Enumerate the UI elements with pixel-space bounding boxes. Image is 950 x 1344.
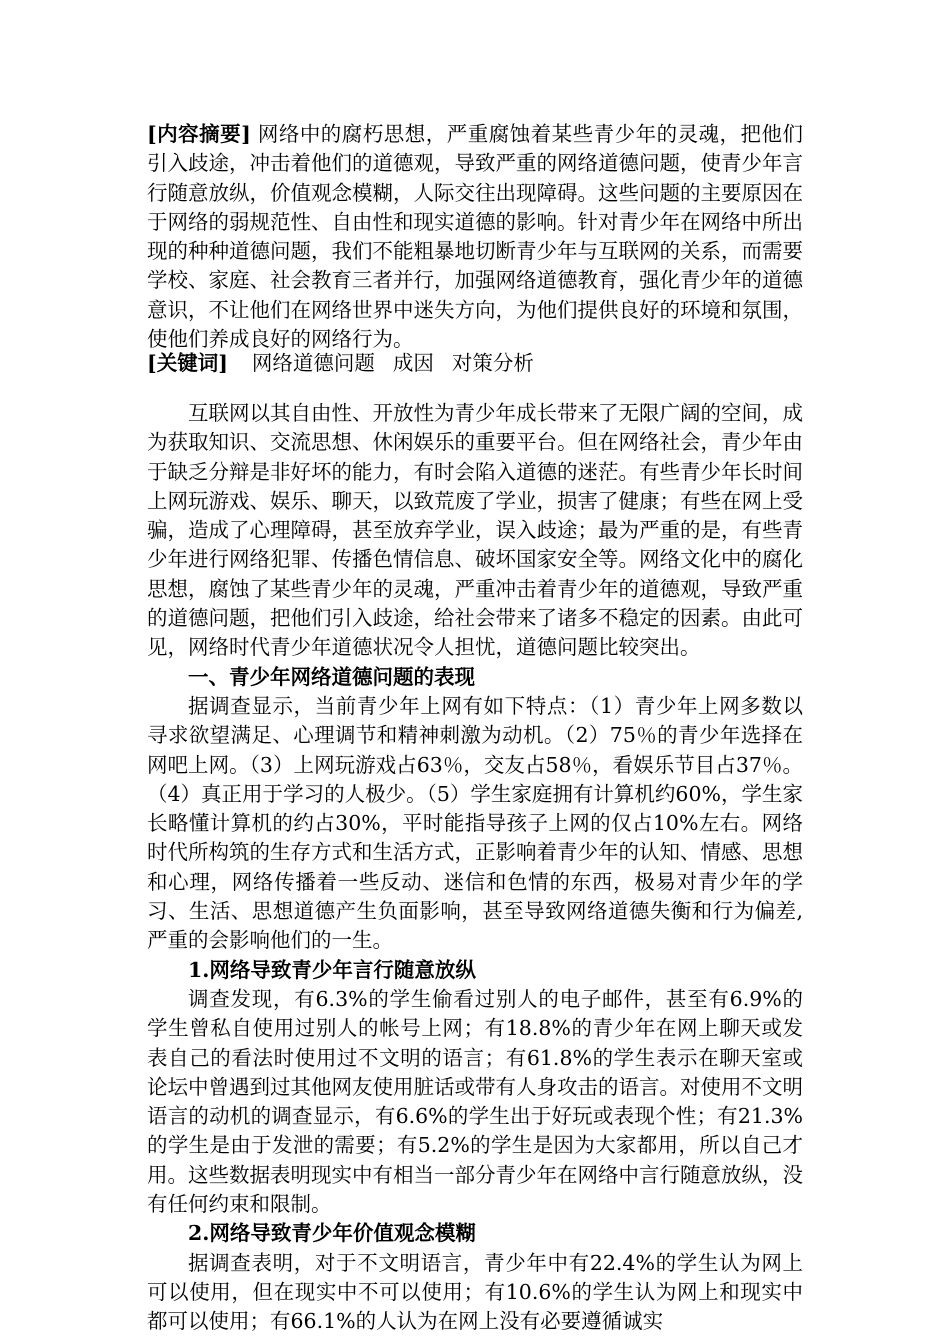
subsection-1-paragraph: 调查发现，有6.3%的学生偷看过别人的电子邮件，甚至有6.9%的学生曾私自使用过别人的帐号上网；有18.8%的青少年在网上聊天或发表自己的看法时使用过不文明的语言；有61.8%的学生表示在聊天室或论坛中曾遇到过其他网友使用脏话或带有人身攻击的语言。对使用不文明语言的动机的调查显示，有6.6%的学生出于好玩或表现个性；有21.3%的学生是由于发泄的需要；有5.2%的学生是因为大家都用，所以自己才用。这些数据表明现实中有相当一部分青少年在网络中言行随意放纵，没有任何约束和限制。: [147, 986, 803, 1217]
subsection-2-heading: 2.网络导致青少年价值观念模糊: [188, 1221, 476, 1246]
body-section: [147, 399, 803, 1337]
intro-paragraph: 互联网以其自由性、开放性为青少年成长带来了无限广阔的空间，成为获取知识、交流思想、休闲娱乐的重要平台。但在网络社会，青少年由于缺乏分辩是非好坏的能力，有时会陷入道德的迷茫。有些青少年长时间上网玩游戏、娱乐、聊天，以致荒废了学业，损害了健康；有些在网上受骗，造成了心理障碍，甚至放弃学业，误入歧途；最为严重的是，有些青少年进行网络犯罪、传播色情信息、破坏国家安全等。网络文化中的腐化思想，腐蚀了某些青少年的灵魂，严重冲击着青少年的道德观，导致严重的道德问题，把他们引入歧途，给社会带来了诸多不稳定的因素。由此可见，网络时代青少年道德状况令人担忧，道德问题比较突出。: [147, 401, 803, 660]
abstract-section: [147, 120, 803, 354]
keywords-section: [147, 349, 803, 378]
abstract-label: [内容摘要]: [147, 122, 251, 146]
keywords-label: [关键词]: [147, 351, 228, 375]
section-1-paragraph: 据调查显示，当前青少年上网有如下特点：（1）青少年上网多数以寻求欲望满足、心理调节和精神刺激为动机。（2）75％的青少年选择在网吧上网。（3）上网玩游戏占63％，交友占58％，看娱乐节目占37％。（4）真正用于学习的人极少。（5）学生家庭拥有计算机约60%，学生家长略懂计算机的约占30%，平时能指导孩子上网的仅占10%左右。网络时代所构筑的生存方式和生活方式，正影响着青少年的认知、情感、思想和心理，网络传播着一些反动、迷信和色情的东西，极易对青少年的学习、生活、思想道德产生负面影响，甚至导致网络道德失衡和行为偏差,严重的会影响他们的一生。: [147, 693, 803, 953]
keyword-item: 网络道德问题: [251, 351, 375, 375]
keyword-item: 成因: [392, 351, 434, 375]
keywords-line: [147, 349, 803, 378]
section-1-heading: 一、青少年网络道德问题的表现: [188, 664, 475, 689]
abstract-text: 网络中的腐朽思想，严重腐蚀着某些青少年的灵魂，把他们引入歧途，冲击着他们的道德观，导致严重的网络道德问题，使青少年言行随意放纵，价值观念模糊，人际交往出现障碍。这些问题的主要原因在于网络的弱规范性、自由性和现实道德的影响。针对青少年在网络中所出现的种种道德问题，我们不能粗暴地切断青少年与互联网的关系，而需要学校、家庭、社会教育三者并行，加强网络道德教育，强化青少年的道德意识，不让他们在网络世界中迷失方向，为他们提供良好的环境和氛围，使他们养成良好的网络行为。: [147, 122, 804, 352]
subsection-2-paragraph: 据调查表明，对于不文明语言，青少年中有22.4%的学生认为网上可以使用，但在现实中不可以使用；有10.6%的学生认为网上和现实中都可以使用；有66.1%的人认为在网上没有必要遵循诚实: [147, 1250, 803, 1334]
subsection-1-heading: 1.网络导致青少年言行随意放纵: [188, 957, 476, 982]
abstract-paragraph: [147, 120, 803, 354]
keyword-item: 对策分析: [451, 351, 534, 375]
